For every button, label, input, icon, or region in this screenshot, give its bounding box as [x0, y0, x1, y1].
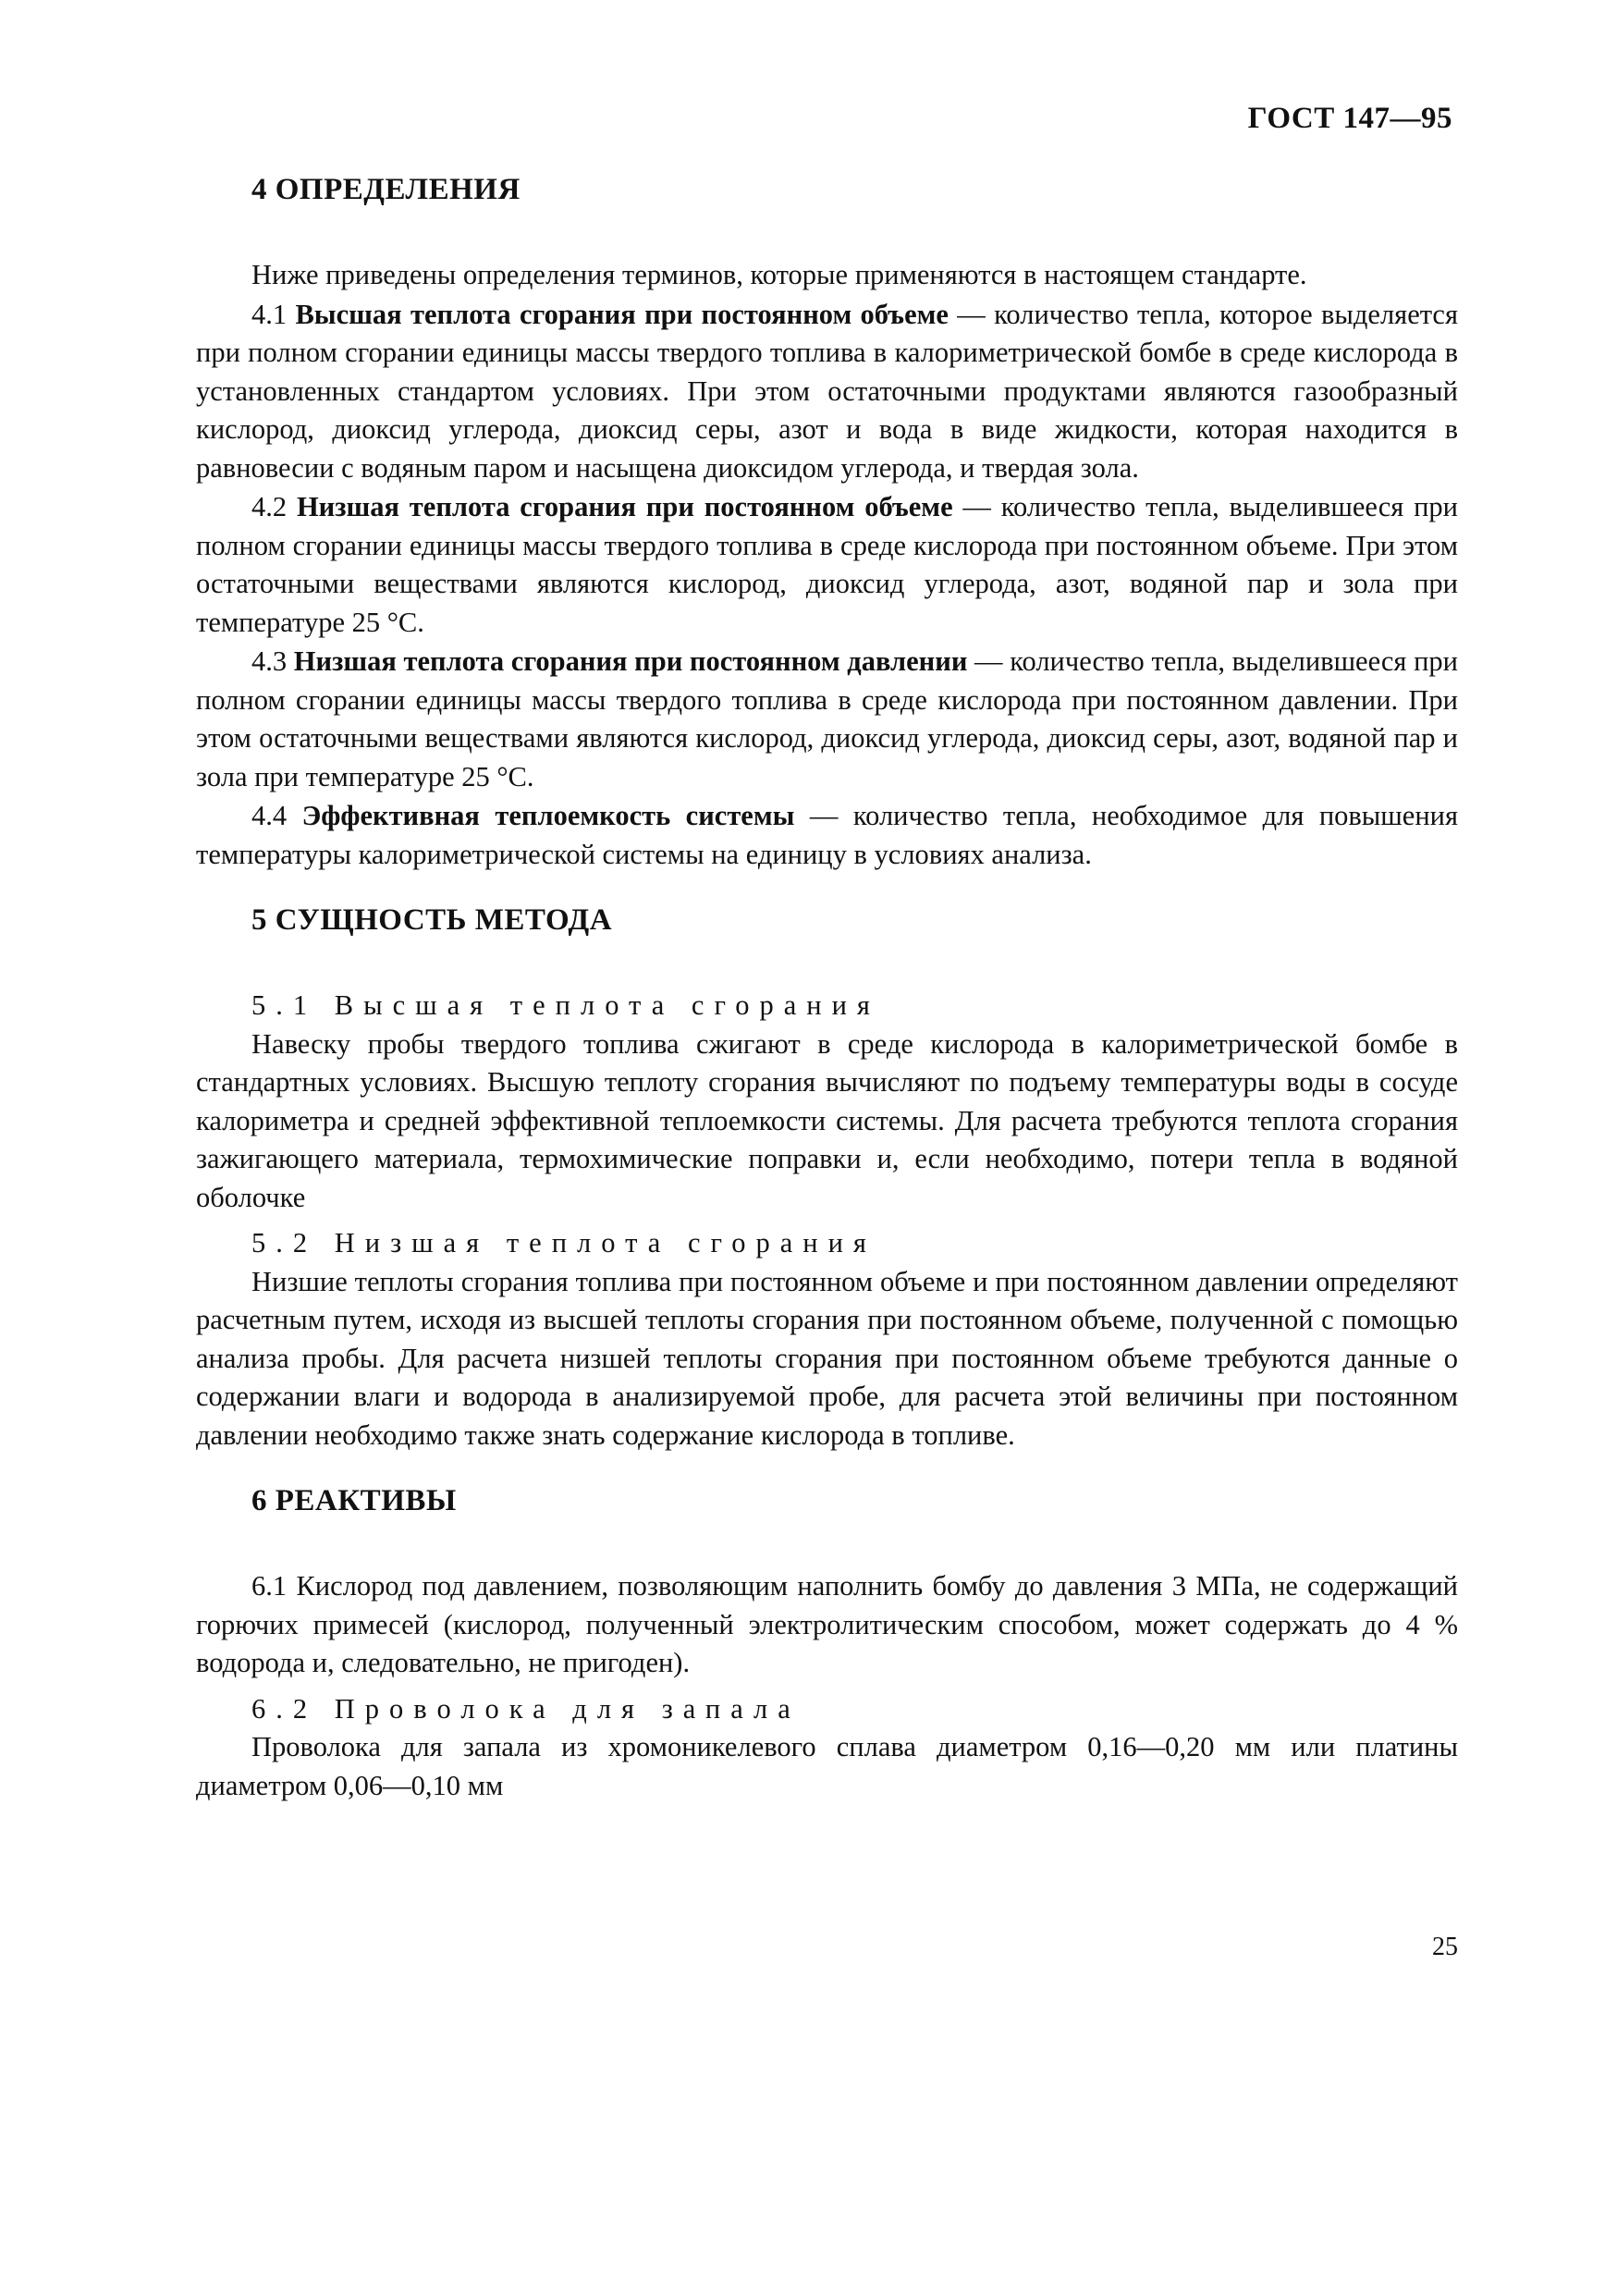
item-number: 4.2: [251, 491, 288, 522]
item-number: 4.3: [251, 645, 288, 677]
page-body: [196, 171, 1458, 1806]
subsection-text-5-2: Низшие теплоты сгорания топлива при постоянном объеме и при постоянном давлении определяют расчетным путем, исходя из высшей теплоты сгорания при постоянном объеме, полученной с помощью анализа пробы. Для расчета низшей теплоты сгорания при постоянном объеме требуются данные о содержании влаги и водорода в анализируемой пробе, для расчета этой величины при постоянном давлении необходимо также знать содержание кислорода в топливе.: [196, 1265, 1458, 1451]
section-heading-definitions: 4 ОПРЕДЕЛЕНИЯ: [251, 173, 521, 206]
definition-text: — количество тепла, которое выделяется при полном сгорании единицы массы твердого топлива в калориметрической бомбе в среде кислорода в установленных стандартом условиях. При этом остаточными продуктами являются газообразный кислород, диоксид углерода, диоксид серы, азот и вода в виде жидкости, которая находится в равновесии с водяным паром и насыщена диоксидом углерода, и твердая зола.: [196, 298, 1459, 484]
definition-text: — количество тепла, выделившееся при полном сгорании единицы массы твердого топлива в среде кислорода при постоянном давлении. При этом остаточными веществами являются кислород, диоксид углерода, диоксид серы, азот, водяной пар и зола при температуре 25 °С.: [196, 645, 1458, 792]
section-heading-reagents: 6 РЕАКТИВЫ: [251, 1484, 457, 1517]
document-code: ГОСТ 147—95: [1247, 102, 1452, 135]
subsection-text-5-1: Навеску пробы твердого топлива сжигают в среде кислорода в калориметрической бомбе в стандартных условиях. Высшую теплоту сгорания вычисляют по подъему температуры воды в сосуде калориметра и средней эффективной теплоемкости системы. Для расчета требуются теплота сгорания зажигающего материала, термохимические поправки и, если необходимо, потери тепла в водяной оболочке: [196, 1027, 1458, 1213]
subsection-title-5-2: 5.2 Низшая теплота сгорания: [251, 1227, 876, 1259]
subsection-title-5-1: 5.1 Высшая теплота сгорания: [251, 989, 880, 1021]
item-number: 4.1: [251, 298, 288, 330]
definition-4-2: [196, 488, 1458, 642]
page-number: 25: [1432, 1933, 1458, 1961]
definition-term: Низшая теплота сгорания при постоянном объеме: [296, 491, 953, 522]
definition-4-4: [196, 797, 1458, 874]
reagent-6-1: 6.1 Кислород под давлением, позволяющим наполнить бомбу до давления 3 МПа, не содержащий горючих примесей (кислород, полученный электролитическим способом, может содержать до 4 % водорода и, следовательно, не пригоден).: [196, 1570, 1458, 1678]
definition-text: — количество тепла, необходимое для повышения температуры калориметрической системы на единицу в условиях анализа.: [196, 800, 1458, 870]
section-heading-method: 5 СУЩНОСТЬ МЕТОДА: [251, 903, 613, 937]
definition-4-1: [196, 296, 1458, 488]
definitions-intro: Ниже приведены определения терминов, которые применяются в настоящем стандарте.: [251, 259, 1307, 290]
definition-term: Высшая теплота сгорания при постоянном объеме: [295, 298, 949, 330]
definition-term: Низшая теплота сгорания при постоянном давлении: [293, 645, 968, 677]
subsection-text-6-2: Проволока для запала из хромоникелевого сплава диаметром 0,16—0,20 мм или платины диаметром 0,06—0,10 мм: [196, 1731, 1458, 1801]
item-number: 4.4: [251, 800, 288, 831]
definition-4-3: [196, 643, 1458, 796]
definition-text: — количество тепла, выделившееся при полном сгорании единицы массы твердого топлива в среде кислорода при постоянном объеме. При этом остаточными веществами являются кислород, диоксид углерода, азот, водяной пар и зола при температуре 25 °С.: [196, 491, 1458, 638]
subsection-title-6-2: 6.2 Проволока для запала: [251, 1692, 801, 1725]
definition-term: Эффективная теплоемкость системы: [301, 800, 795, 831]
